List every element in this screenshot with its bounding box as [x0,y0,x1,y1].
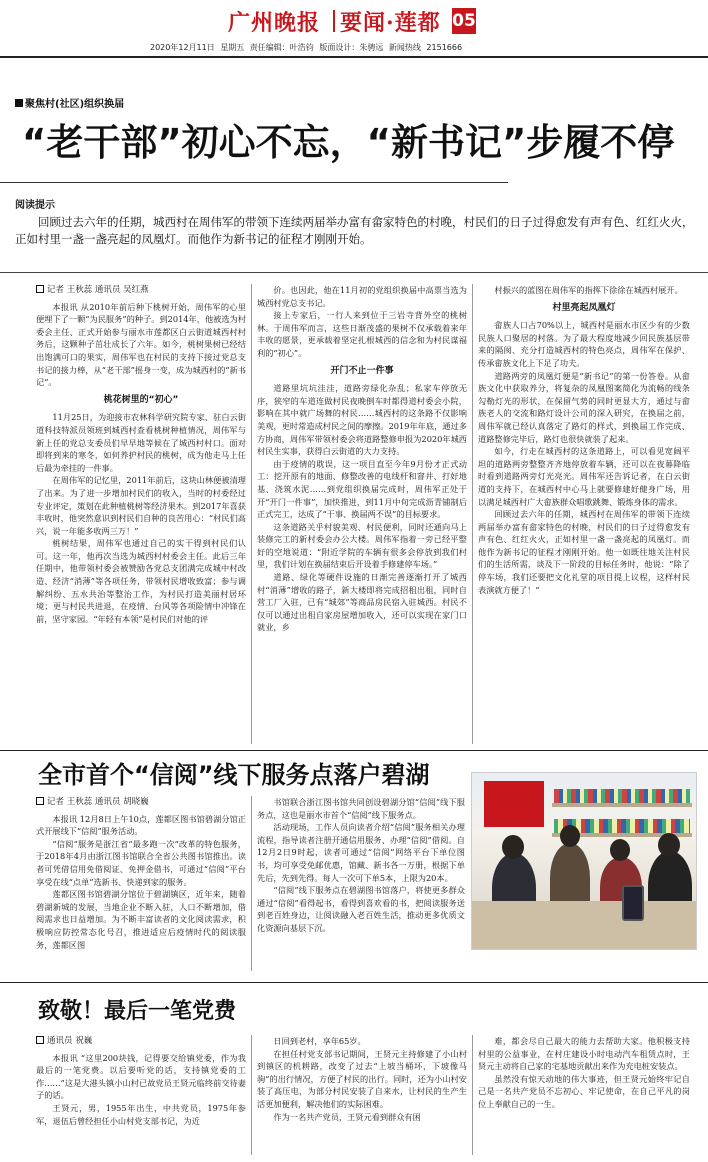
phone [622,885,644,921]
person-head [610,839,630,861]
paragraph: 11月25日，为迎接市农林科学研究院专家、驻白云街道科技特派员领班到城西村查看桃树种植情况，周伟军与新上任的党总支委员们早早地等候在了城西村村口。面对即将到来的寒冬，如何养护村民的桃树，成为他走马上任后最为牵挂的一件事。 [36,412,246,473]
lead-divider [0,182,508,183]
article2-headline: 全市首个“信阅”线下服务点落户碧湖 [38,761,430,789]
column-divider [472,1035,473,1155]
article3-column-2 [257,1035,467,1155]
article2-column-2 [257,796,465,976]
masthead-rule [0,56,708,58]
byline: 记者 王秋蕊 通讯员 胡晓巍 [36,796,246,809]
byline: 通讯员 祝巍 [36,1035,246,1048]
paragraph: 在担任村党支部书记期间，王贤元主持修建了小山村到镇区的机耕路，改变了过去“上坡当桶坏，下坡像马驹”的出行情况，方便了村民的出行。同时，还为小山村安装了高压电，为部分村民安装了自来水，让村民的生产生活更加便利，解决他们的实际困难。 [257,1048,467,1109]
col3-paras2 [478,319,690,596]
desk [472,901,697,950]
a3-col2-paras [257,1035,467,1123]
col2-paras2 [257,382,467,634]
section-rule [0,272,708,273]
article3-headline: 致敬！最后一笔党费 [38,999,237,1024]
paragraph: 王贤元，男，1955年出生，中共党员，1975年参军，退伍后曾经担任小山村党支部书记，为近 [36,1102,246,1126]
column-divider [251,1035,252,1155]
newspaper-logo: 广州晚报 [228,10,321,36]
byline-box-icon [36,285,44,293]
paragraph: 在周伟军的记忆里，2011年前后，这块山林便被清理了出来。为了进一步增加村民们的收入，当时的村委经过专业评定，策划在此种植桃树等经济果木。到2017年喜获丰收时，他突然意识到村民们自种的良苦用心：“村民们高兴，说一年能多收两三万！” [36,475,246,536]
red-banner [484,781,544,827]
article2-column-1 [36,796,246,976]
subheading: 村里亮起凤凰灯 [552,302,616,313]
subheading: 开门不止一件事 [330,365,394,376]
article3-column-1 [36,1035,246,1155]
headline: “老干部”初心不忘，“新书记”步履不停 [22,121,675,164]
paragraph: 这条道路关乎村貌美观、村民便利，同时还通向马上装修完工的新村委会办公大楼。周伟军指着一旁已经平整好的空地说道：“附近学院的车辆有很多会停放到我们村里，我们计划在换届结束后开设着手修建停车场。” [257,521,467,570]
article-divider [0,750,708,751]
col1-paras2 [36,411,246,625]
masthead-divider [333,10,335,32]
subheading: 桃花树里的“初心” [103,394,179,405]
article-divider [0,982,708,983]
paragraph: 活动现场，工作人员向读者介绍“信阅”服务相关办理流程，指导读者注册开通信用服务、办理“信阅”借阅。自12月2日9时起，读者可通过“信阅”网络平台下单位图书，均可享受免邮优惠，馆藏、新书各一万册，根据下单先后，先到先得。每人一次可下单5本，上限为20本。 [257,822,465,883]
section-title: 要闻·莲都 [340,10,441,36]
paragraph: 由于疫情的耽误，这一项目直至今年9月份才正式动工：挖开原有的地面、修整改善的电线杆和窨井、打好地基、浇筑水泥……到党组织换届完成时，周伟军正处于开“开门一件事”，加快推进，到11月中旬完成沥青铺制后正式完工，达成了“干事、换届两不误”的目标要求。 [257,458,467,520]
paragraph: 畲族人口占70%以上，城西村是丽水市区少有的少数民族人口聚居的村落。为了最大程度地减少回民族基层带来的隔阂、充分打造城西村的特色亮点，周伟军在保护、传承畲族文化上下足了功夫。 [478,320,690,368]
shelf [552,803,692,807]
byline-box-icon [36,1036,44,1044]
bookshelf [554,789,690,803]
paragraph: “信阅”服务是浙江省“最多跑一次”改革的特色服务，于2018年4月由浙江图书馆联合全省公共图书馆推出。读者可凭借信用免借阅证、免押金借书，可通过“信阅”平台享受在线“点单”选新书、快递到家的服务。 [36,838,246,887]
paragraph: “信阅”线下服务点在碧湖图书馆落户，将使更多群众通过“信阅”看得起书，看得到喜欢看的书，把阅读服务送到老百姓身边，让阅读融入老百姓生活，推动更多优质文化资源向基层下沉。 [257,885,465,933]
paragraph: 日回到老村，享年65岁。 [273,1036,366,1046]
paragraph: 道路里坑坑洼洼，道路旁绿化杂乱；私家车停放无序，狭窄的车道连做村民夜晚倒车时都得道村委会小院，影响在其中就广场舞的村民……城西村的这条路不仅影响美观，更时常造成村民之间的摩擦。2019年年底，通过多方协商，周伟军带领村委会将道路整修申报为2020年城西村民生实事，获得白云街道的大力支持。 [257,383,467,457]
page-number: 05 [452,8,476,34]
kicker [15,95,124,110]
byline-box-icon [36,797,44,805]
paragraph: 桃树结果，周伟军也通过自己的实干得到村民们认可。这一年，他再次当选为城西村村委会主任。此后三年任期中，他带领村委会被赞励各党总支团满完成城中村改造、经济“消薄”等各项任务，带领村民增收致富；参与调解纠纷、五水共治等整治工作，为村民打造美丽村居环境；更与村民共进退，在疫情、台风等各项险情中冲锋在前，坚守家园。“年轻有本领”是村民们对他的评 [36,538,246,624]
dateline: 2020年12月11日 星期五 责任编辑：叶浩钧 版面设计：朱骋远 新闻热线 2151666 [150,43,463,52]
col1-paras [36,301,246,389]
article1-column-3 [478,284,690,744]
paragraph: 作为一名共产党员，王贤元看到群众有困 [273,1111,421,1122]
paragraph: 书馆联合浙江图书馆共同创设碧湖分馆“信阅”线下服务点，这也是丽水市首个“信阅”线下服务点。 [257,797,465,820]
a3-col1-paras [36,1052,246,1128]
library-photo [471,772,697,950]
column-divider [251,796,252,971]
lead-text: 回顾过去六年的任期，城西村在周伟军的带领下连续两届举办富有畲家特色的村晚，村民们的日子过得愈发有声有色、红红火火，正如村里一盏一盏亮起的凤凰灯。而他作为新书记的征程才刚刚开始。 [15,215,694,246]
square-bullet-icon [15,99,23,107]
lead-label: 阅读提示 [15,200,55,211]
paragraph: 莲都区图书馆碧湖分馆位于碧湖镇区，近年来，随着碧湖新城的发展，当地企业不断入驻，人口不断增加，借阅需求也日益增加。为不断丰富读者的文化阅读需求，积极响应防控常态化号召，推进适应后疫情时代的阅读服务，莲都区图 [36,889,246,950]
col2-paras [257,284,467,360]
paragraph: 如今，行走在城西村的这条道路上，可以看见宽阔平坦的道路两旁整整齐齐地停放着车辆，还可以在夜幕降临时看到道路两旁灯光亮光。周伟军还告诉记者，在白云街道的支持下，在城西村中心马上就要修建好健身广场，用以满足城西村广大畲族群众唱歌跳舞、锻炼身体的需求。 [478,446,690,507]
paragraph: 接上专家后，一行人来到位于三岩寺背外空的桃树林。于周伟军而言，这些日渐茂盛的果树不仅承载着来年丰收的愿景，更承载着坚定扎根城西的信念和为村民谋福利的“初心”。 [257,310,467,358]
paragraph: 本报讯 从2010年前后种下桃树开始，周伟军的心里便埋下了一颗“为民服务”的种子。到2014年，他被选为村委会主任、正式开始参与丽水市莲都区白云街道城西村村务后，这颗种子茁壮成长了六年。如今，桃树果树已经结出饱满可口的果实，周伟军也在村民的支持下接过党总支书记的接力棒，从“老干部”摇身一变，成为城西村的“新书记”。 [36,301,246,388]
column-divider [472,284,473,744]
paragraph: 村振兴的蓝图在周伟军的指挥下徐徐在城西村展开。 [494,285,683,295]
a3-col3-paras [478,1035,690,1111]
paragraph: 回顾过去六年的任期，城西村在周伟军的带领下连续两届举办富有畲家特色的村晚，村民们的日子过得愈发有声有色、红红火火，正如村里一盏一盏亮起的凤凰灯。而他作为新书记的征程才刚刚开始。他一如既往地关注村民们的生活所需，谈及下一阶段的目标任务时，他说：“除了停车场，我们还要把文化礼堂的项目提上议程，这样村民表演就方便了！” [478,509,690,595]
paragraph: 道路、绿化等硬件设施的日渐完善逐渐打开了城西村“消薄”增收的路子，新大楼即将完成招租出租，同时自营工厂入驻，已有“城郊”等商品房民宿入驻城西。村民不仅可以通过出租自家房屋增加收入，还可以实现在家门口就业，乡 [257,572,467,633]
col3-paras [478,284,690,297]
masthead [0,0,708,38]
column-divider [251,284,252,744]
person-head [658,833,680,857]
person-head [502,835,524,859]
kicker-text: 聚焦村(社区)组织换届 [25,99,125,110]
paragraph: 本报讯 12月8日上午10点，莲都区图书馆碧湖分馆正式开展线下“信阅”服务活动。 [36,813,246,837]
article1-column-2 [257,284,467,744]
paragraph: 本报讯 “这里200块钱，记得要交给镇党委，作为我最后的一笔党费。以后要听党的话，支持镇党委的工作……”这是大港头镇小山村已故党员王贤元临终前交待妻子的话。 [36,1052,246,1101]
person-head [560,825,580,847]
a2-col1-paras [36,813,246,952]
paragraph: 难，都会尽自己最大的能力去帮助大家。他积极支持村里的公益事业，在村庄建设小时电动汽车租赁点时，王贤元主动将自己家的宅基地贡献出来作为充电桩安装点。 [478,1036,690,1072]
paragraph: 道路两旁的凤凰灯便是“新书记”的第一份答卷。从畲族文化中获取养分，将复杂的凤凰图案简化为流畅的线条勾勒灯光的形状，在保留气势的同时更显大方，通过与畲族老人的交流和路灯设计公司的深入研究，在换届之前，周伟军就已经认真落定了路灯的样式，到换届工作完成、道路整修完毕后，路灯也很快就装了起来。 [478,370,690,444]
paragraph: 虽然没有惊天动地的伟大事迹，但王贤元始终牢记自己是一名共产党员不忘初心、牢记使命，在自己平凡的岗位上奉献自己的一生。 [478,1073,690,1109]
byline: 记者 王秋蕊 通讯员 吴红燕 [36,284,246,297]
paragraph: 价。也因此，他在11月初的党组织换届中高票当选为城西村党总支书记。 [257,285,467,308]
article3-column-3 [478,1035,690,1155]
a2-col2-paras [257,796,465,935]
article1-column-1 [36,284,246,744]
